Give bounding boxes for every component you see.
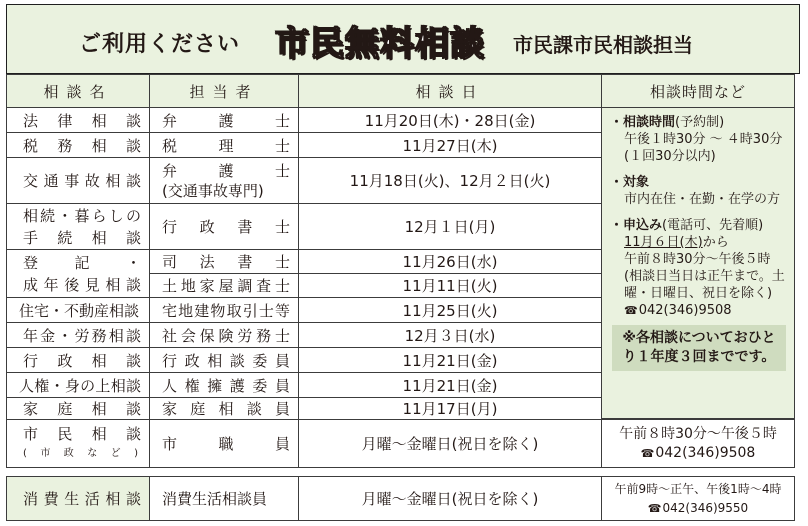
name-line: 登 記 ・: [23, 253, 141, 272]
phone-icon: ☎: [647, 501, 662, 515]
name-line: 市 民 相 談: [23, 424, 141, 443]
row-name: 税 務 相 談: [6, 132, 150, 158]
column-header-hours: 相談時間など: [601, 74, 795, 108]
row-date: 12月３日(水): [298, 322, 602, 348]
header-title: 市民無料相談: [275, 24, 485, 64]
row-date: 11月20日(木)・28日(金): [298, 107, 602, 133]
apply-label: ・申込み: [610, 218, 663, 233]
tel-number: 042(346)9550: [662, 500, 749, 515]
tel-line: [610, 302, 788, 319]
row-name: 消 費 生 活 相 談: [6, 476, 150, 521]
time-note: (予約制): [675, 115, 725, 130]
target-label: ・対象: [610, 175, 650, 190]
row-staff: 社 会 保 険 労 務 士: [149, 322, 299, 348]
staff-line: 弁 護 士: [162, 161, 290, 180]
hours-text: 午前9時～正午、午後1時～4時: [614, 481, 782, 496]
column-header-staff: 担当者: [149, 74, 299, 108]
apply-date: 11月６日(木): [624, 235, 703, 250]
phone-icon: ☎: [624, 304, 638, 317]
time-value: 午後１時30分 ～ ４時30分: [624, 132, 783, 147]
apply-from: から: [702, 235, 729, 250]
column-header-date: 相談日: [298, 74, 602, 108]
tel-number: 042(346)9508: [638, 303, 732, 318]
row-date: 11月25日(火): [298, 297, 602, 323]
row-name: 人 権 ・ 身 の 上 相 談: [6, 372, 150, 398]
apply-note: (電話可、先着順): [662, 218, 764, 233]
row-staff: 市 職 員: [149, 419, 299, 468]
hours-text: 午前８時30分～午後５時: [619, 425, 777, 442]
name-line: 成 年 後 見 相 談: [23, 275, 141, 294]
row-date: 11月11日(火): [298, 273, 602, 298]
info-box: [601, 107, 795, 419]
row-date: 11月27日(木): [298, 132, 602, 158]
row-date: 11月17日(月): [298, 397, 602, 420]
notice: ※各相談についておひとり１年度３回までです。: [612, 325, 786, 371]
row-staff: 税 理 士: [149, 132, 299, 158]
apply-time: 午前８時30分～午後５時: [624, 252, 771, 267]
row-name: 家 庭 相 談: [6, 397, 150, 420]
row-date: 11月21日(金): [298, 372, 602, 398]
tel-line: [648, 499, 748, 518]
row-staff: 行 政 相 談 委 員: [149, 347, 299, 373]
row-staff: 行 政 書 士: [149, 203, 299, 250]
row-hours: [601, 419, 795, 468]
name-line: 相 続 ・ 暮 ら し の: [23, 206, 141, 225]
time-label: ・相談時間: [610, 115, 676, 130]
target-value: 市内在住・在勤・在学の方: [624, 192, 781, 207]
row-name: [6, 203, 150, 250]
row-staff: 家 庭 相 談 員: [149, 397, 299, 420]
tel-number: 042(346)9508: [655, 444, 756, 461]
staff-sub: (交通事故専門): [162, 181, 264, 200]
row-staff: 宅 地 建 物 取 引 士 等: [149, 297, 299, 323]
row-name: 行 政 相 談: [6, 347, 150, 373]
row-date: 月曜～金曜日(祝日を除く): [298, 419, 602, 468]
row-staff: 弁 護 士: [149, 107, 299, 133]
row-staff: 消費生活相談員: [149, 476, 299, 521]
row-date: 12月１日(月): [298, 203, 602, 250]
tel-line: [641, 444, 756, 463]
row-name: 住宅・不動産相談: [6, 297, 150, 323]
time-detail: (１回30分以内): [624, 149, 716, 164]
row-date: 月曜～金曜日(祝日を除く): [298, 476, 602, 521]
row-staff: 司 法 書 士: [149, 249, 299, 274]
row-staff: 人 権 擁 護 委 員: [149, 372, 299, 398]
row-name: 法 律 相 談: [6, 107, 150, 133]
name-line: 手 続 相 談: [23, 228, 141, 247]
column-header-name: 相談名: [6, 74, 150, 108]
row-name: [6, 249, 150, 298]
row-staff: [149, 157, 299, 204]
row-name: 年 金 ・ 労 務 相 談: [6, 322, 150, 348]
apply-detail: (相談日当日は正午まで。土曜・日曜日、祝日を除く): [624, 269, 785, 301]
row-date: 11月18日(火)、12月２日(火): [298, 157, 602, 204]
header-lead: ご利用ください: [79, 32, 241, 57]
row-date: 11月26日(水): [298, 249, 602, 274]
row-hours: [601, 476, 795, 521]
phone-icon: ☎: [640, 446, 655, 460]
row-date: 11月21日(金): [298, 347, 602, 373]
row-staff: 土 地 家 屋 調 査 士: [149, 273, 299, 298]
header-department: 市民課市民相談担当: [513, 33, 693, 57]
row-name: 交 通 事 故 相 談: [6, 157, 150, 204]
page-header: [6, 4, 800, 74]
row-name: [6, 419, 150, 468]
name-sub: ( 市 政 な ど ): [23, 447, 141, 459]
